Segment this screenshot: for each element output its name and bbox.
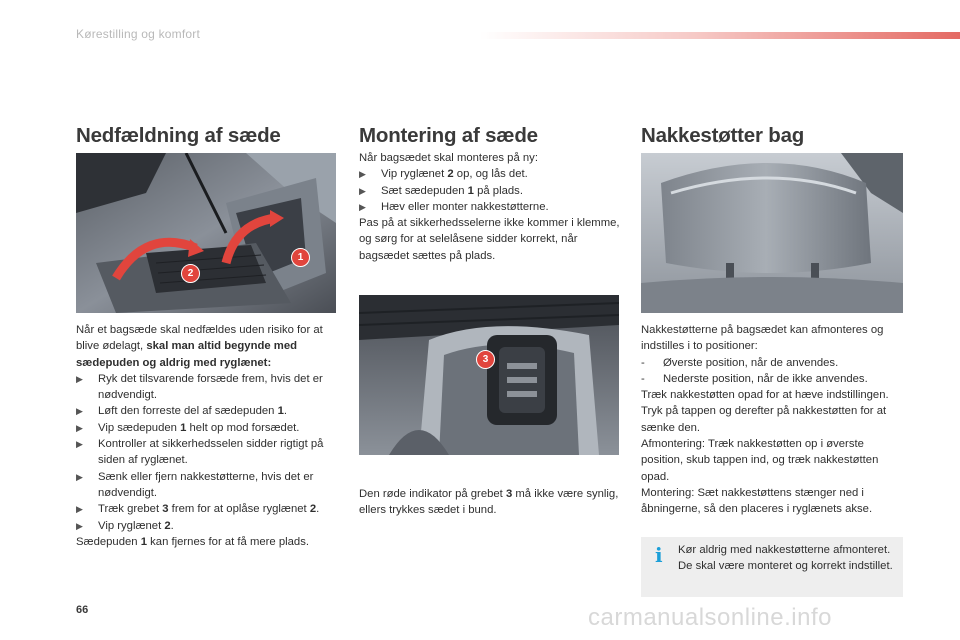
list-item: ▶ Hæv eller monter nakkestøtterne. <box>359 199 621 215</box>
fold-seat-instructions <box>76 322 338 550</box>
info-icon: i <box>655 543 663 567</box>
bullet-icon: ▶ <box>76 406 83 417</box>
bullet-icon: ▶ <box>76 422 83 433</box>
bullet-icon: ▶ <box>76 504 83 515</box>
headrest-p1: Nakkestøtterne på bagsædet kan afmonteres og indstilles i to positioner: <box>641 324 884 353</box>
header-accent-bar <box>480 32 960 39</box>
heading-mount-seat: Montering af sæde <box>359 124 538 147</box>
list-item: ▶ Vip ryglænet 2. <box>76 518 338 534</box>
bullet-icon: ▶ <box>76 439 83 450</box>
headrest-p3: Tryk på tappen og derefter på nakkestøtten for at sænke den. <box>641 405 887 434</box>
bullet-icon: ▶ <box>76 520 83 531</box>
photo-rear-headrest <box>641 153 903 313</box>
info-note-box <box>641 537 903 597</box>
headrest-instructions <box>641 322 905 518</box>
mount-seat-instructions <box>359 150 621 264</box>
watermark: carmanualsonline.info <box>588 604 832 631</box>
list-item: ▶ Sænk eller fjern nakkestøtterne, hvis det er nødvendigt. <box>76 469 338 502</box>
headrest-p2: Træk nakkestøtten opad for at hæve indstillingen. <box>641 389 889 402</box>
section-header: Kørestilling og komfort <box>76 27 200 41</box>
bullet-icon: ▶ <box>359 201 366 212</box>
bullet-icon: ▶ <box>76 373 83 384</box>
page-number: 66 <box>76 604 89 616</box>
list-item: ▶ Løft den forreste del af sædepuden 1. <box>76 403 338 419</box>
bullet-icon: ▶ <box>359 185 366 196</box>
list-item: ▶ Vip ryglænet 2 op, og lås det. <box>359 166 621 182</box>
list-item: ▶ Vip sædepuden 1 helt op mod forsædet. <box>76 420 338 436</box>
bullet-icon: ▶ <box>76 471 83 482</box>
heading-rear-headrests: Nakkestøtter bag <box>641 124 805 147</box>
list-item: - Nederste position, når de ikke anvendes. <box>641 372 868 385</box>
lever-indicator-caption: Den røde indikator på grebet 3 må ikke være synlig, ellers trykkes sædet i bund. <box>359 488 619 517</box>
list-item: ▶ Træk grebet 3 frem for at oplåse ryglænet 2. <box>76 501 338 517</box>
headrest-p5: Montering: Sæt nakkestøttens stænger ned i åbningerne, så den placeres i ryglænets akse. <box>641 486 873 516</box>
list-item: ▶ Ryk det tilsvarende forsæde frem, hvis det er nødvendigt. <box>76 371 338 404</box>
list-item: ▶ Sæt sædepuden 1 på plads. <box>359 183 621 199</box>
fold-intro: Når et bagsæde skal nedfældes uden risiko for at blive ødelagt, skal man altid begynde med sædepuden og aldrig med ryglænet: <box>76 324 323 369</box>
mount-intro: Når bagsædet skal monteres på ny: <box>359 152 538 164</box>
list-item: - Øverste position, når de anvendes. <box>641 356 839 369</box>
photo-rear-seat-folding <box>76 153 336 313</box>
info-note-text: Kør aldrig med nakkestøtterne afmonteret. De skal være monteret og korrekt indstillet. <box>678 544 893 573</box>
callout-1: 1 <box>291 248 310 267</box>
fold-outro: Sædepuden 1 kan fjernes for at få mere plads. <box>76 535 310 548</box>
list-item: ▶ Kontroller at sikkerhedsselen sidder rigtigt på siden af ryglænet. <box>76 436 338 469</box>
callout-2: 2 <box>181 264 200 283</box>
bullet-icon: ▶ <box>359 169 366 180</box>
heading-fold-seat: Nedfældning af sæde <box>76 124 281 147</box>
headrest-p4: Afmontering: Træk nakkestøtten op i øverste position, skub tappen ind, og træk nakkestøtten opad. <box>641 438 879 483</box>
callout-3: 3 <box>476 350 495 369</box>
photo-seat-release-lever <box>359 295 619 455</box>
mount-note: Pas på at sikkerhedsselerne ikke kommer i klemme, og sørg for at selelåsene sidder korrekt, når bagsædet sættes på plads. <box>359 217 620 262</box>
